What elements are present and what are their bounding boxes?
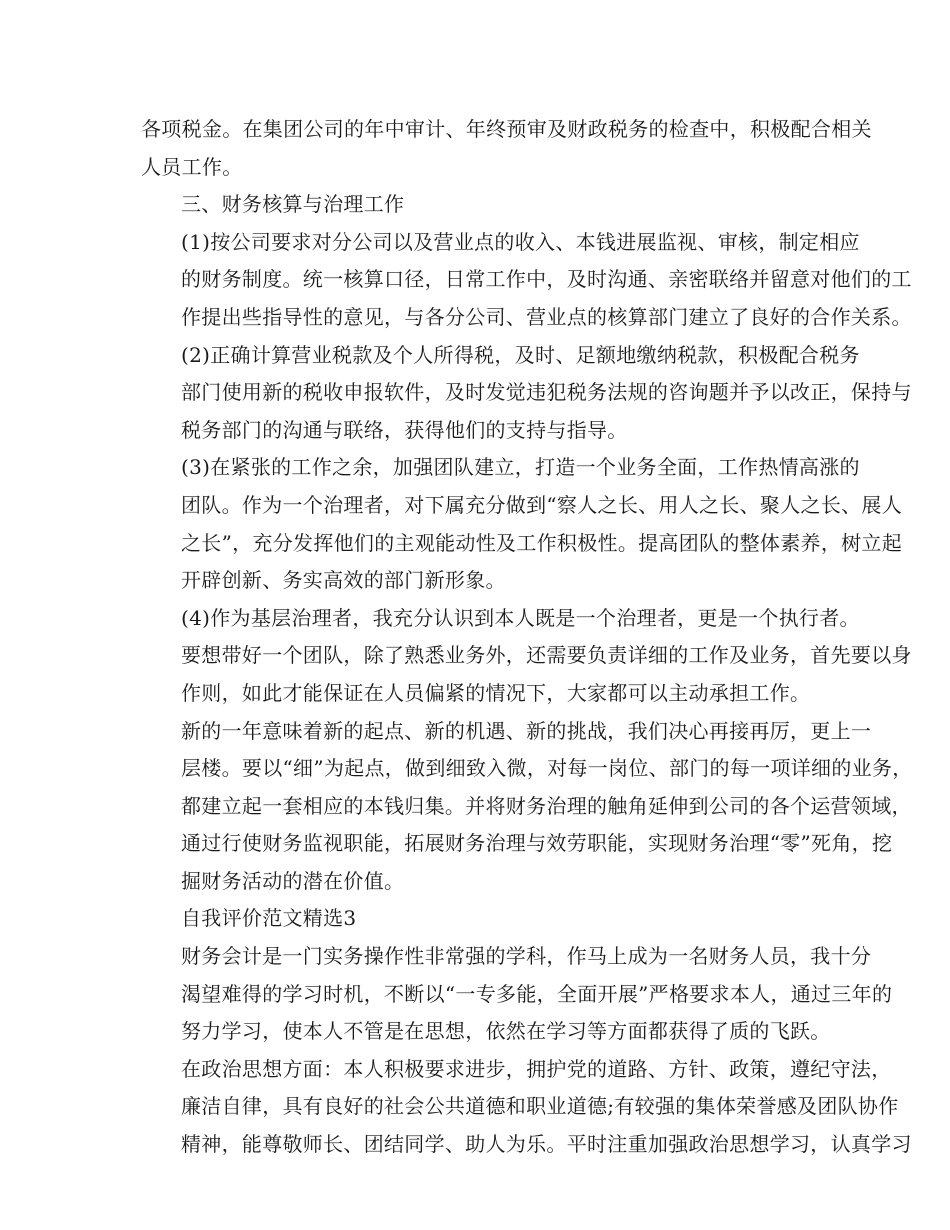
- text-line: 作则，如此才能保证在人员偏紧的情况下，大家都可以主动承担工作。: [181, 680, 811, 705]
- text-line: (3)在紧张的工作之余，加强团队建立，打造一个业务全面，工作热情高涨的: [181, 455, 860, 480]
- paragraph: [141, 111, 872, 186]
- text-line: 开辟创新、务实高效的部门新形象。: [181, 568, 506, 593]
- paragraph: [141, 224, 912, 337]
- text-line: 渴望难得的学习时机，不断以“一专多能，全面开展”严格要求本人，通过三年的: [181, 981, 893, 1006]
- text-line: 通过行使财务监视职能，拓展财务治理与效劳职能，实现财务治理“零”死角，挖: [181, 831, 893, 856]
- text-line: 精神，能尊敬师长、团结同学、助人为乐。平时注重加强政治思想学习，认真学习: [181, 1132, 912, 1157]
- text-line: 要想带好一个团队，除了熟悉业务外，还需要负责详细的工作及业务，首先要以身: [181, 643, 912, 668]
- paragraph: [141, 938, 893, 1051]
- text-line: (4)作为基层治理者，我充分认识到本人既是一个治理者，更是一个执行者。: [181, 605, 860, 630]
- paragraph: [141, 186, 825, 224]
- text-line: 团队。作为一个治理者，对下属充分做到“察人之长、用人之长、聚人之长、展人: [181, 492, 903, 517]
- text-line: 之长”，充分发挥他们的主观能动性及工作积极性。提高团队的整体素养，树立起: [181, 530, 903, 555]
- text-line: 努力学习，使本人不管是在思想，依然在学习等方面都获得了质的飞跃。: [181, 1019, 831, 1044]
- text-line: 掘财务活动的潜在价值。: [181, 868, 405, 893]
- text-line: 自我评价范文精选3: [181, 906, 357, 931]
- text-line: 财务会计是一门实务操作性非常强的学科，作马上成为一名财务人员，我十分: [181, 944, 872, 969]
- text-line: 的财务制度。统一核算口径，日常工作中，及时沟通、亲密联络并留意对他们的工: [181, 267, 912, 292]
- text-line: 作提出些指导性的意见，与各分公司、营业点的核算部门建立了良好的合作关系。: [181, 304, 912, 329]
- text-line: 人员工作。: [141, 154, 243, 179]
- text-line: 廉洁自律，具有良好的社会公共道德和职业道德;有较强的集体荣誉感及团队协作: [181, 1094, 899, 1119]
- text-line: 税务部门的沟通与联络，获得他们的支持与指导。: [181, 417, 628, 442]
- text-line: 都建立起一套相应的本钱归集。并将财务治理的触角延伸到公司的各个运营领域，: [181, 793, 912, 818]
- text-line: 三、财务核算与治理工作: [181, 192, 405, 217]
- paragraph: [141, 449, 903, 599]
- paragraph: [141, 713, 913, 901]
- text-line: 各项税金。在集团公司的年中审计、年终预审及财政税务的检查中，积极配合相关: [141, 117, 872, 141]
- document-body: [141, 111, 913, 1164]
- text-line: 新的一年意味着新的起点、新的机遇、新的挑战，我们决心再接再厉，更上一: [181, 718, 872, 743]
- text-line: (2)正确计算营业税款及个人所得税，及时、足额地缴纳税款，积极配合税务: [181, 342, 860, 367]
- text-line: 在政治思想方面：本人积极要求进步，拥护党的道路、方针、政策，遵纪守法，: [181, 1056, 892, 1081]
- paragraph: [141, 337, 912, 450]
- paragraph: [141, 900, 825, 938]
- text-line: 层楼。要以“细”为起点，做到细致入微，对每一岗位、部门的每一项详细的业务，: [181, 756, 913, 781]
- text-line: (1)按公司要求对分公司以及营业点的收入、本钱进展监视、审核，制定相应: [181, 229, 860, 254]
- paragraph: [141, 1051, 912, 1164]
- paragraph: [141, 600, 912, 713]
- text-line: 部门使用新的税收申报软件，及时发觉违犯税务法规的咨询题并予以改正，保持与: [181, 380, 912, 405]
